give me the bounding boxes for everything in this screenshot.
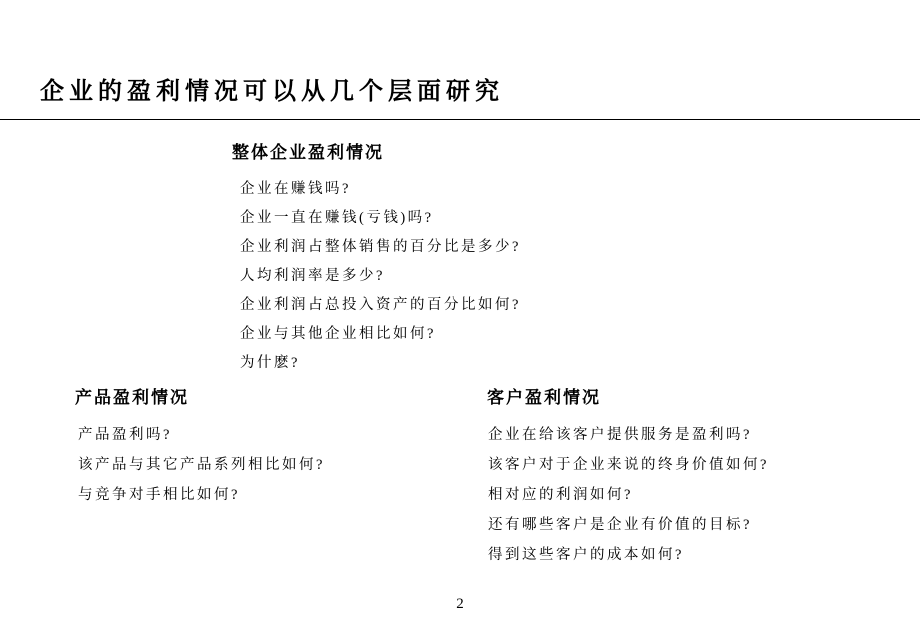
question-item: 得到这些客户的成本如何?	[488, 547, 684, 563]
section-overall-profitability	[232, 142, 521, 378]
section-heading: 产品盈利情况	[75, 388, 189, 407]
section-heading: 整体企业盈利情况	[232, 143, 384, 162]
question-item: 企业与其他企业相比如何?	[240, 326, 436, 342]
question-list	[232, 175, 521, 378]
section-heading: 客户盈利情况	[487, 388, 601, 407]
question-item: 企业在给该客户提供服务是盈利吗?	[488, 427, 752, 443]
question-list	[487, 420, 769, 570]
question-item: 还有哪些客户是企业有价值的目标?	[488, 517, 752, 533]
slide-title: 企业的盈利情况可以从几个层面研究	[40, 79, 504, 105]
question-item: 企业利润占总投入资产的百分比如何?	[240, 297, 521, 313]
section-product-profitability	[75, 387, 325, 510]
question-item: 产品盈利吗?	[78, 427, 172, 443]
question-item: 企业利润占整体销售的百分比是多少?	[240, 239, 521, 255]
section-customer-profitability	[487, 387, 769, 570]
question-item: 为什麽?	[240, 355, 300, 371]
question-item: 人均利润率是多少?	[240, 268, 385, 284]
question-item: 企业在赚钱吗?	[240, 181, 351, 197]
question-item: 与竞争对手相比如何?	[78, 487, 240, 503]
title-divider	[0, 119, 920, 120]
question-item: 该客户对于企业来说的终身价值如何?	[488, 457, 769, 473]
question-item: 相对应的利润如何?	[488, 487, 633, 503]
question-item: 该产品与其它产品系列相比如何?	[78, 457, 325, 473]
page-number: 2	[456, 596, 464, 612]
question-list	[75, 420, 325, 510]
question-item: 企业一直在赚钱(亏钱)吗?	[240, 210, 434, 226]
